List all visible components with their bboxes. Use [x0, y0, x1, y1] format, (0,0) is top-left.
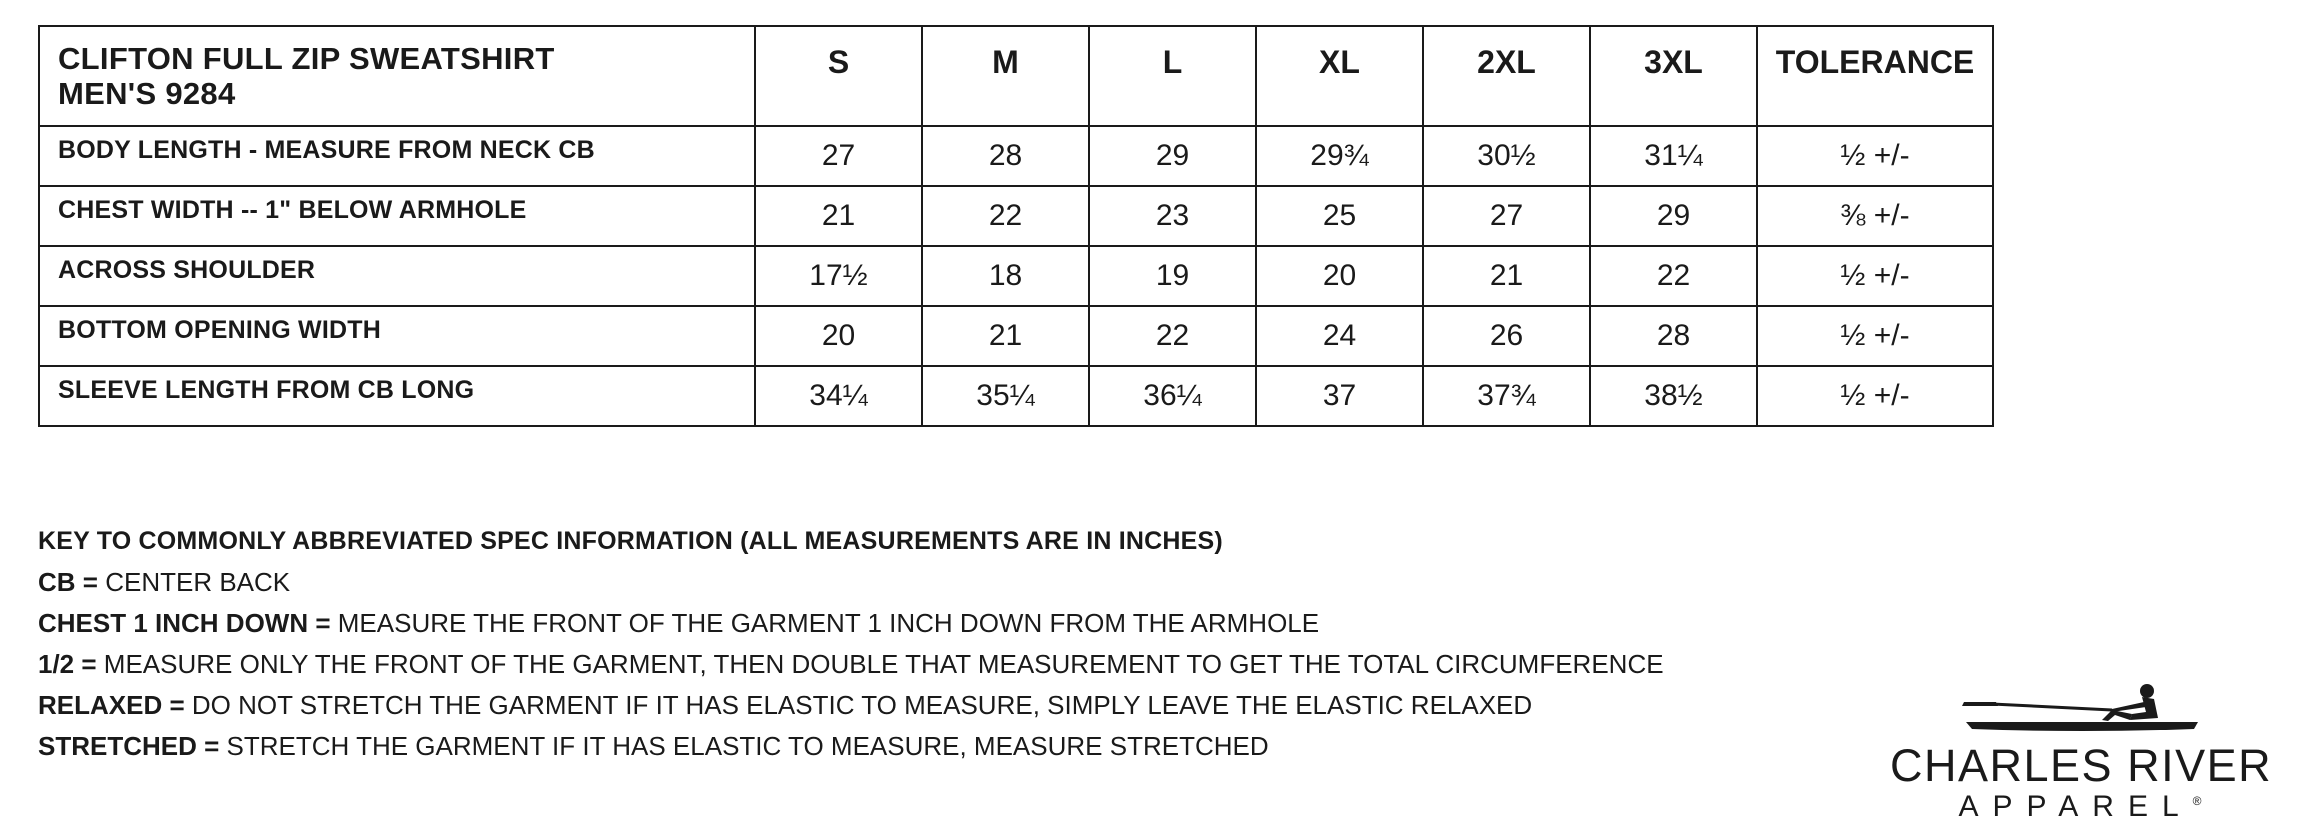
- row-label: ACROSS SHOULDER: [58, 255, 316, 284]
- key-item: [38, 689, 1664, 721]
- tolerance-cell: ½ +/-: [1757, 306, 1993, 366]
- value-cell: 20: [755, 306, 922, 366]
- key-item: [38, 730, 1664, 762]
- size-header-xl: XL: [1256, 26, 1423, 126]
- row-label-cell: [39, 246, 755, 306]
- tolerance-cell: ⅜ +/-: [1757, 186, 1993, 246]
- spec-table-header-row: [39, 26, 1993, 126]
- key-definition: DO NOT STRETCH THE GARMENT IF IT HAS ELASTIC TO MEASURE, SIMPLY LEAVE THE ELASTIC RELAXED: [191, 690, 1533, 720]
- logo-wordmark-line2: [1890, 790, 2270, 824]
- product-title-cell: [39, 26, 755, 126]
- value-cell: 22: [922, 186, 1089, 246]
- value-cell: 29: [1590, 186, 1757, 246]
- value-cell: 27: [755, 126, 922, 186]
- row-label: BODY LENGTH - MEASURE FROM NECK CB: [58, 135, 595, 164]
- value-cell: 27: [1423, 186, 1590, 246]
- value-cell: 24: [1256, 306, 1423, 366]
- value-cell: 29¾: [1256, 126, 1423, 186]
- tolerance-cell: ½ +/-: [1757, 366, 1993, 426]
- spec-key: [38, 525, 1664, 771]
- table-row: [39, 126, 1993, 186]
- value-cell: 38½: [1590, 366, 1757, 426]
- size-header-m: M: [922, 26, 1089, 126]
- key-title: KEY TO COMMONLY ABBREVIATED SPEC INFORMATION (ALL MEASUREMENTS ARE IN INCHES): [38, 527, 1223, 555]
- size-header-s: S: [755, 26, 922, 126]
- value-cell: 20: [1256, 246, 1423, 306]
- key-term: CHEST 1 INCH DOWN =: [38, 608, 331, 638]
- value-cell: 22: [1089, 306, 1256, 366]
- value-cell: 23: [1089, 186, 1256, 246]
- value-cell: 18: [922, 246, 1089, 306]
- key-term: 1/2 =: [38, 649, 97, 679]
- value-cell: 21: [1423, 246, 1590, 306]
- value-cell: 28: [1590, 306, 1757, 366]
- key-definition: STRETCH THE GARMENT IF IT HAS ELASTIC TO MEASURE, MEASURE STRETCHED: [226, 731, 1269, 761]
- value-cell: 31¼: [1590, 126, 1757, 186]
- value-cell: 30½: [1423, 126, 1590, 186]
- table-row: [39, 366, 1993, 426]
- tolerance-header: TOLERANCE: [1757, 26, 1993, 126]
- size-header-l: L: [1089, 26, 1256, 126]
- tolerance-cell: ½ +/-: [1757, 126, 1993, 186]
- key-item: [38, 607, 1664, 639]
- value-cell: 37: [1256, 366, 1423, 426]
- row-label: SLEEVE LENGTH FROM CB LONG: [58, 375, 475, 404]
- row-label: BOTTOM OPENING WIDTH: [58, 315, 381, 344]
- key-definition: MEASURE THE FRONT OF THE GARMENT 1 INCH DOWN FROM THE ARMHOLE: [337, 608, 1320, 638]
- row-label-cell: [39, 366, 755, 426]
- value-cell: 34¼: [755, 366, 922, 426]
- row-label-cell: [39, 126, 755, 186]
- row-label-cell: [39, 186, 755, 246]
- size-header-3xl: 3XL: [1590, 26, 1757, 126]
- value-cell: 22: [1590, 246, 1757, 306]
- value-cell: 26: [1423, 306, 1590, 366]
- row-label-cell: [39, 306, 755, 366]
- key-definition: MEASURE ONLY THE FRONT OF THE GARMENT, THEN DOUBLE THAT MEASUREMENT TO GET THE TOTAL CIRCUMFERENCE: [103, 649, 1664, 679]
- logo-apparel-text: APPAREL: [1958, 790, 2193, 823]
- registered-mark: ®: [2192, 794, 2202, 808]
- value-cell: 17½: [755, 246, 922, 306]
- value-cell: 29: [1089, 126, 1256, 186]
- table-row: [39, 186, 1993, 246]
- key-definition: CENTER BACK: [105, 567, 291, 597]
- spec-table: [38, 25, 1994, 427]
- value-cell: 36¼: [1089, 366, 1256, 426]
- tolerance-cell: ½ +/-: [1757, 246, 1993, 306]
- product-title-line: CLIFTON FULL ZIP SWEATSHIRT: [58, 41, 555, 76]
- key-item: [38, 566, 1664, 598]
- table-row: [39, 246, 1993, 306]
- key-term: STRETCHED =: [38, 731, 220, 761]
- product-style-line: MEN'S 9284: [58, 76, 236, 111]
- value-cell: 37¾: [1423, 366, 1590, 426]
- rower-icon: [1962, 680, 2206, 742]
- value-cell: 28: [922, 126, 1089, 186]
- value-cell: 35¼: [922, 366, 1089, 426]
- logo-wordmark-line1: CHARLES RIVER: [1890, 740, 2273, 791]
- size-header-2xl: 2XL: [1423, 26, 1590, 126]
- value-cell: 25: [1256, 186, 1423, 246]
- table-row: [39, 306, 1993, 366]
- value-cell: 19: [1089, 246, 1256, 306]
- value-cell: 21: [755, 186, 922, 246]
- row-label: CHEST WIDTH -- 1" BELOW ARMHOLE: [58, 195, 527, 224]
- key-term: RELAXED =: [38, 690, 185, 720]
- key-item: [38, 648, 1664, 680]
- key-term: CB =: [38, 567, 98, 597]
- charles-river-apparel-logo: [1890, 680, 2273, 830]
- value-cell: 21: [922, 306, 1089, 366]
